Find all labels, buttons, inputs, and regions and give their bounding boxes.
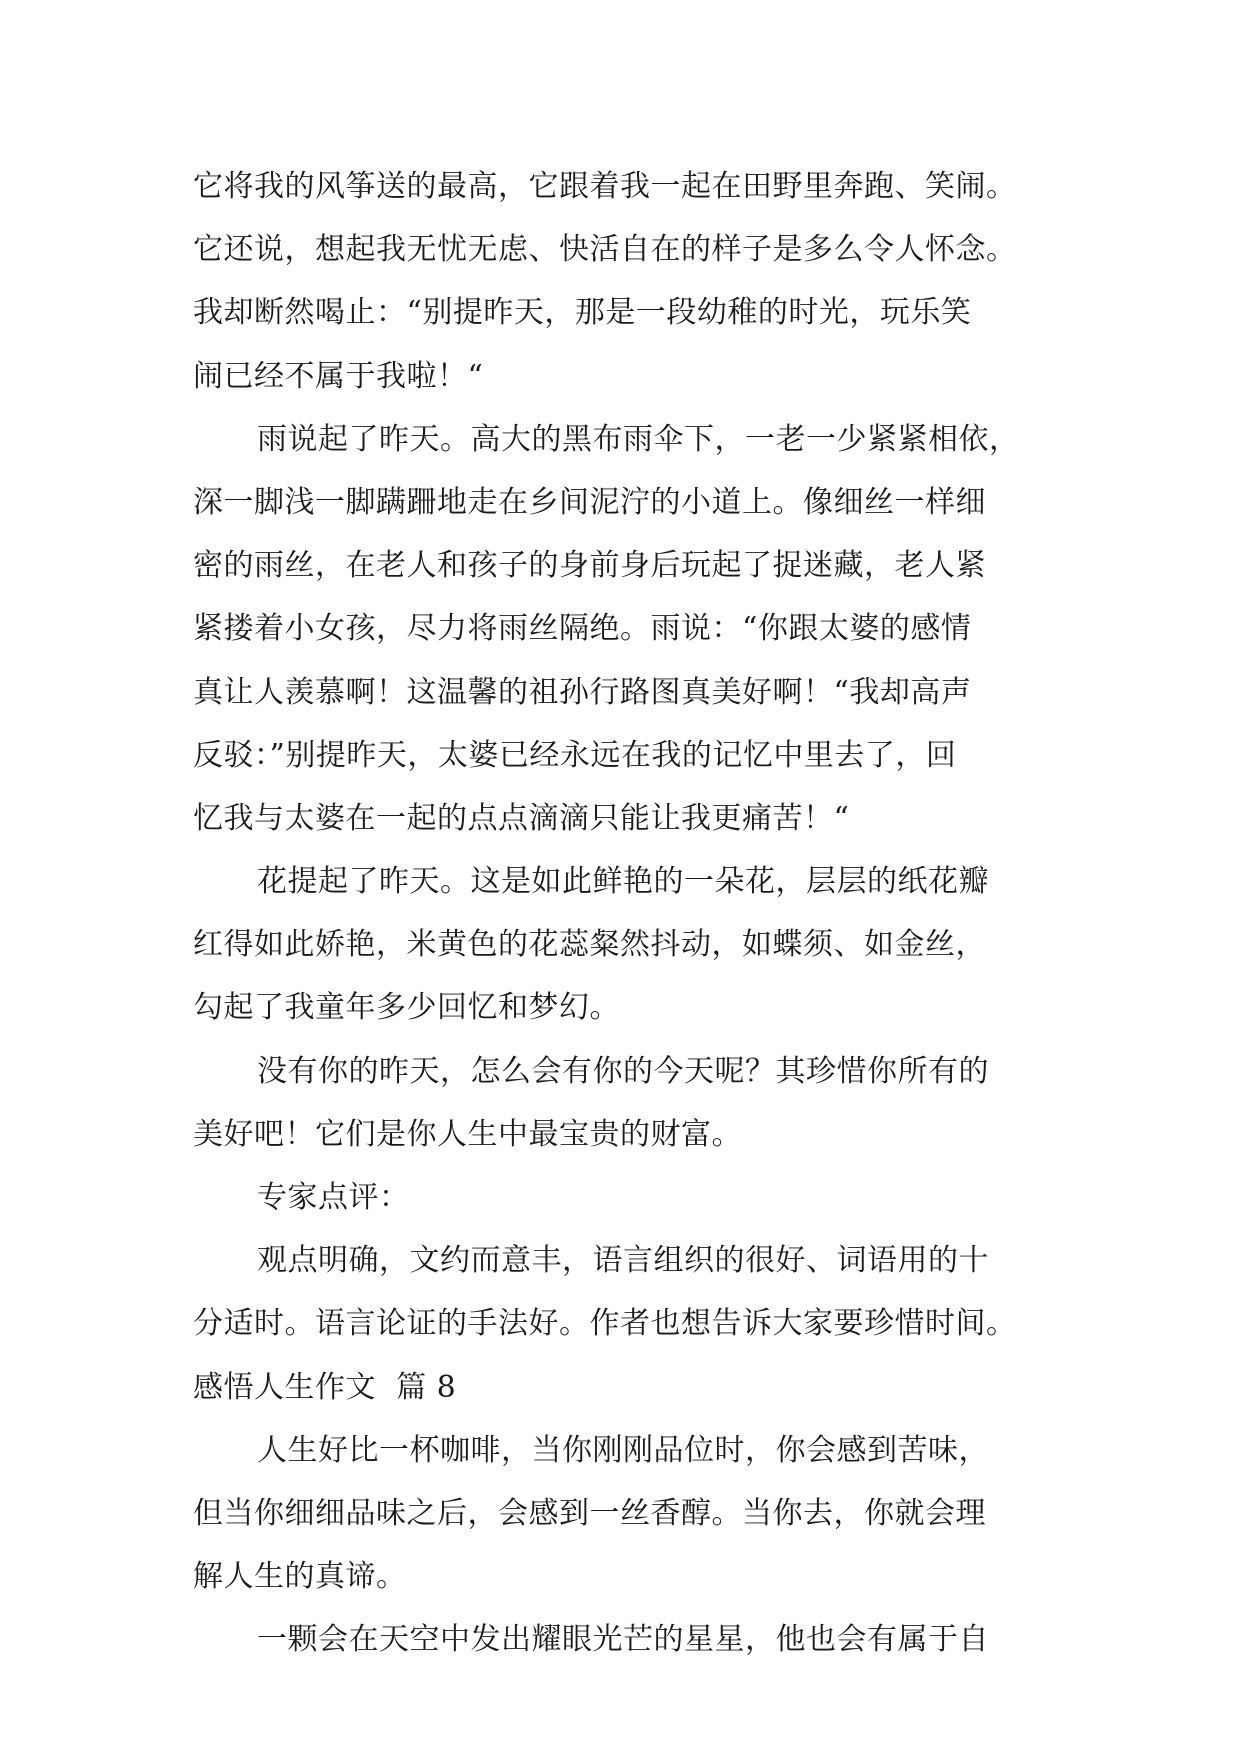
text-line: 但当你细细品味之后，会感到一丝香醇。当你去，你就会理 [193, 1495, 986, 1531]
text-line: 我却断然喝止：“别提昨天，那是一段幼稚的时光，玩乐笑 [193, 295, 972, 331]
text-line: 反驳：”别提昨天，太婆已经永远在我的记忆中里去了，回 [193, 737, 957, 773]
text-line: 分适时。语言论证的手法好。作者也想告诉大家要珍惜时间。 [193, 1306, 1017, 1342]
text-line: 忆我与太婆在一起的点点滴滴只能让我更痛苦！“ [193, 800, 850, 836]
text-line: 花提起了昨天。这是如此鲜艳的一朵花，层层的纸花瓣 [257, 864, 989, 900]
text-line: 红得如此娇艳，米黄色的花蕊粲然抖动，如蝶须、如金丝， [193, 927, 986, 963]
text-line: 感悟人生作文 篇 8 [193, 1369, 457, 1405]
text-line: 美好吧！它们是你人生中最宝贵的财富。 [193, 1116, 742, 1152]
text-line: 真让人羡慕啊！这温馨的祖孙行路图真美好啊！“我却高声 [193, 674, 972, 710]
text-line: 紧搂着小女孩，尽力将雨丝隔绝。雨说：“你跟太婆的感情 [193, 611, 972, 647]
text-line: 一颗会在天空中发出耀眼光芒的星星，他也会有属于自 [257, 1622, 989, 1658]
text-line: 雨说起了昨天。高大的黑布雨伞下，一老一少紧紧相依， [257, 421, 1020, 457]
text-line: 它还说，想起我无忧无虑、快活自在的样子是多么令人怀念。 [193, 232, 1017, 268]
text-line: 深一脚浅一脚蹒跚地走在乡间泥泞的小道上。像细丝一样细 [193, 484, 986, 520]
document-body [193, 155, 1053, 1672]
text-line: 人生好比一杯咖啡，当你刚刚品位时，你会感到苦味， [257, 1432, 989, 1468]
text-line: 密的雨丝，在老人和孩子的身前身后玩起了捉迷藏，老人紧 [193, 548, 986, 584]
text-line: 勾起了我童年多少回忆和梦幻。 [193, 990, 620, 1026]
text-line: 专家点评： [257, 1180, 410, 1215]
text-line: 解人生的真谛。 [193, 1559, 407, 1595]
text-line: 没有你的昨天，怎么会有你的今天呢？其珍惜你所有的 [257, 1053, 989, 1089]
text-line: 闹已经不属于我啦！“ [193, 358, 484, 394]
text-line: 观点明确，文约而意丰，语言组织的很好、词语用的十 [257, 1243, 989, 1279]
text-line: 它将我的风筝送的最高，它跟着我一起在田野里奔跑、笑闹。 [193, 169, 1017, 204]
